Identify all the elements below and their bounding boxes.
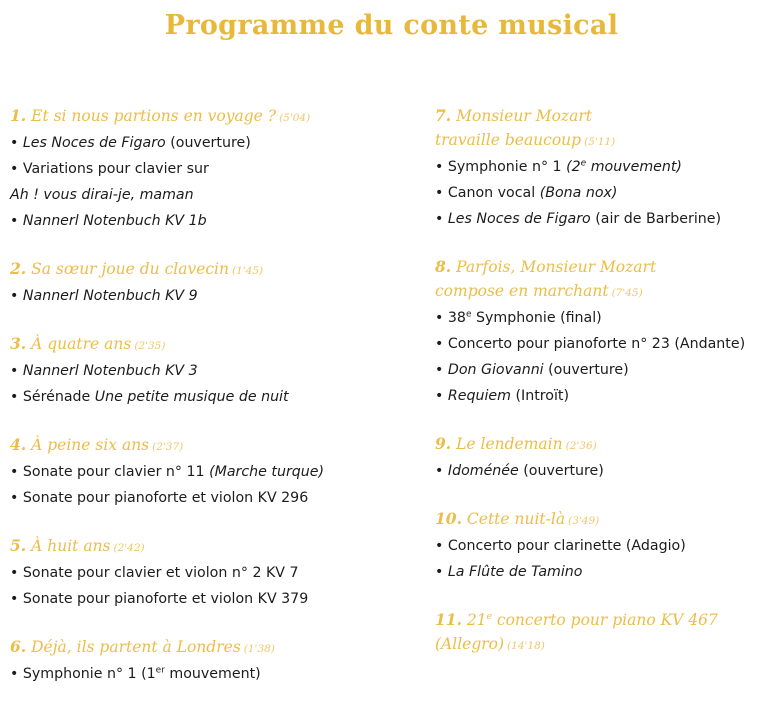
track-section	[435, 104, 780, 232]
track-number: 9.	[435, 434, 452, 453]
item-text: • Sonate pour pianoforte et violon KV 379	[10, 591, 309, 607]
track-heading	[10, 257, 410, 283]
track-heading-line2	[435, 632, 780, 658]
track-heading	[435, 608, 780, 632]
item-text: mouvement)	[164, 666, 261, 682]
track-duration: (5'11)	[584, 136, 616, 148]
track-title: À quatre ans	[31, 335, 132, 353]
item-work-title: Requiem	[447, 388, 511, 404]
list-item	[435, 154, 780, 180]
track-title: À peine six ans	[31, 436, 150, 454]
item-work-title: La Flûte de Tamino	[447, 564, 583, 580]
track-heading	[435, 432, 780, 458]
track-heading-line2	[435, 128, 780, 154]
track-duration: (5'04)	[279, 112, 311, 124]
item-work-title: Les Noces de Figaro	[447, 211, 591, 227]
item-text: • Variations pour clavier sur	[10, 161, 209, 177]
track-section	[10, 332, 410, 410]
list-item	[10, 384, 410, 410]
track-title: Le lendemain	[456, 435, 563, 453]
track-title: Et si nous partions en voyage ?	[31, 107, 277, 125]
track-heading	[435, 507, 780, 533]
list-item	[10, 130, 410, 156]
item-work-title: (2	[566, 159, 581, 175]
track-number: 11.	[435, 610, 462, 629]
track-heading	[10, 534, 410, 560]
list-item	[10, 208, 410, 234]
item-text: • Sérénade	[10, 389, 95, 405]
item-superscript: er	[155, 665, 165, 676]
track-section	[10, 257, 410, 309]
item-text: • Sonate pour pianoforte et violon KV 296	[10, 490, 309, 506]
item-text: (ouverture)	[165, 135, 251, 151]
list-item	[10, 485, 410, 511]
item-work-title: Nannerl Notenbuch KV 1b	[22, 213, 207, 229]
list-item	[10, 358, 410, 384]
item-text: (air de Barberine)	[590, 211, 722, 227]
item-text: •	[435, 211, 448, 227]
track-duration: (2'36)	[565, 440, 597, 452]
track-heading	[10, 433, 410, 459]
list-item	[435, 180, 780, 206]
track-duration: (14'18)	[507, 640, 545, 652]
left-column	[10, 104, 410, 710]
item-work-title: Les Noces de Figaro	[22, 135, 166, 151]
track-duration: (2'35)	[134, 340, 166, 352]
item-text: •	[435, 362, 448, 378]
list-item	[10, 560, 410, 586]
list-item	[10, 156, 410, 182]
track-heading	[10, 332, 410, 358]
track-section	[435, 507, 780, 585]
item-superscript: e	[465, 309, 472, 320]
track-duration: (1'45)	[232, 265, 264, 277]
track-number: 1.	[10, 106, 27, 125]
track-duration: (2'42)	[113, 542, 145, 554]
track-section	[435, 432, 780, 484]
item-work-title: mouvement)	[586, 159, 682, 175]
track-duration: (3'49)	[568, 515, 600, 527]
list-item	[435, 206, 780, 232]
list-item	[10, 459, 410, 485]
track-number: 8.	[435, 257, 452, 276]
track-number: 7.	[435, 106, 452, 125]
item-text: (Introït)	[510, 388, 569, 404]
track-duration: (7'45)	[611, 287, 643, 299]
list-item	[435, 305, 780, 331]
track-section	[10, 104, 410, 234]
track-duration: (1'38)	[243, 643, 275, 655]
item-text: • Concerto pour pianoforte n° 23 (Andante)	[435, 336, 746, 352]
item-text: •	[10, 363, 23, 379]
list-item	[435, 331, 780, 357]
item-text: (ouverture)	[518, 463, 604, 479]
list-item	[435, 357, 780, 383]
track-duration: (2'37)	[152, 441, 184, 453]
item-work-title: (Bona nox)	[539, 185, 618, 201]
item-text: • Sonate pour clavier n° 11	[10, 464, 210, 480]
track-heading	[435, 255, 780, 279]
item-text: • Symphonie n° 1	[435, 159, 567, 175]
item-text: •	[435, 564, 448, 580]
track-title: Sa sœur joue du clavecin	[31, 260, 229, 278]
track-number: 10.	[435, 509, 462, 528]
item-text: • Symphonie n° 1 (1	[10, 666, 156, 682]
item-work-title: Une petite musique de nuit	[94, 389, 289, 405]
list-item	[435, 458, 780, 484]
track-title: 21	[466, 611, 487, 629]
track-number: 3.	[10, 334, 27, 353]
item-text: •	[435, 388, 448, 404]
track-title-line2: (Allegro)	[435, 635, 505, 653]
item-text: Symphonie (final)	[471, 310, 602, 326]
item-work-title: Nannerl Notenbuch KV 9	[22, 288, 198, 304]
track-title: Monsieur Mozart	[456, 107, 592, 125]
track-heading-line2	[435, 279, 780, 305]
track-number: 2.	[10, 259, 27, 278]
list-item	[10, 283, 410, 309]
list-item	[10, 661, 410, 687]
track-number: 6.	[10, 637, 27, 656]
track-title: Cette nuit-là	[466, 510, 566, 528]
item-work-title: Nannerl Notenbuch KV 3	[22, 363, 198, 379]
track-section	[435, 255, 780, 409]
list-item	[435, 383, 780, 409]
right-column	[435, 104, 780, 681]
track-title: Parfois, Monsieur Mozart	[456, 258, 657, 276]
track-title-line2: travaille beaucoup	[435, 131, 582, 149]
track-section	[10, 635, 410, 687]
track-section	[10, 433, 410, 511]
track-title: À huit ans	[31, 537, 111, 555]
track-section	[10, 534, 410, 612]
track-section	[435, 608, 780, 658]
item-text: • 38	[435, 310, 466, 326]
item-text: • Canon vocal	[435, 185, 540, 201]
track-heading	[10, 635, 410, 661]
track-title: Déjà, ils partent à Londres	[31, 638, 241, 656]
item-text: •	[10, 288, 23, 304]
page-title: Programme du conte musical	[164, 10, 619, 41]
list-item	[10, 182, 410, 208]
item-text: • Concerto pour clarinette (Adagio)	[435, 538, 686, 554]
item-text: •	[10, 213, 23, 229]
item-text: •	[435, 463, 448, 479]
list-item	[10, 586, 410, 612]
item-work-title: Idoménée	[447, 463, 519, 479]
item-text: (ouverture)	[543, 362, 629, 378]
item-text: • Sonate pour clavier et violon n° 2 KV 7	[10, 565, 299, 581]
track-heading	[10, 104, 410, 130]
track-number: 4.	[10, 435, 27, 454]
list-item	[435, 559, 780, 585]
item-text: •	[10, 135, 23, 151]
list-item	[435, 533, 780, 559]
item-work-title: Ah ! vous dirai-je, maman	[10, 187, 194, 203]
track-title-superscript: e	[486, 611, 492, 622]
track-heading	[435, 104, 780, 128]
item-superscript: e	[580, 158, 587, 169]
item-work-title: (Marche turque)	[209, 464, 325, 480]
track-number: 5.	[10, 536, 27, 555]
item-work-title: Don Giovanni	[447, 362, 544, 378]
track-title-rest: concerto pour piano KV 467	[491, 611, 718, 629]
track-title-line2: compose en marchant	[435, 282, 609, 300]
